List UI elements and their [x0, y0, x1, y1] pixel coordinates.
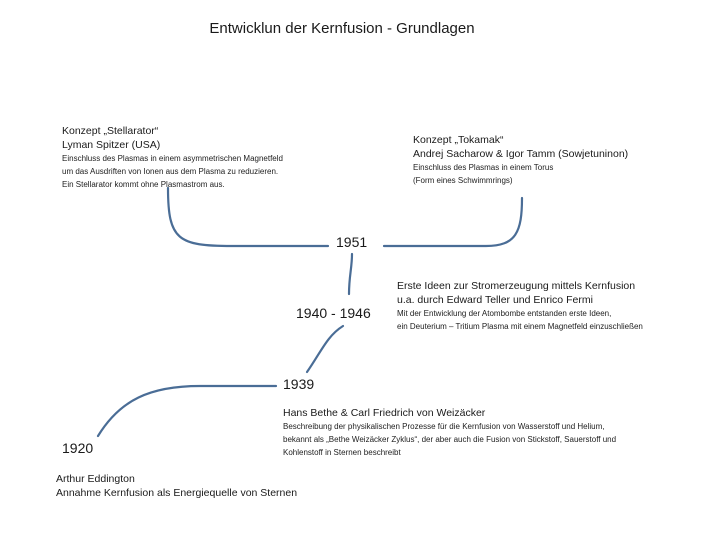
- connector-1939-1920: [98, 386, 276, 436]
- kernfusion-ideas-heading: Erste Ideen zur Stromerzeugung mittels Kernfusion: [397, 280, 636, 292]
- bethe-heading: Hans Bethe & Carl Friedrich von Weizäcker: [283, 407, 486, 419]
- tokamak-desc-2: (Form eines Schwimmrings): [413, 176, 513, 185]
- eddington-desc: Annahme Kernfusion als Energiequelle von Sternen: [56, 487, 298, 499]
- year-1920: 1920: [62, 440, 94, 456]
- year-1939: 1939: [283, 376, 315, 392]
- stellarator-desc-1: Einschluss des Plasmas in einem asymmetrischen Magnetfeld: [62, 154, 283, 163]
- year-1951: 1951: [336, 234, 368, 250]
- tokamak-inventors: Andrej Sacharow & Igor Tamm (Sowjetuninon): [413, 148, 629, 160]
- eddington-name: Arthur Eddington: [56, 473, 135, 485]
- kernfusion-ideas-desc-2: ein Deuterium – Tritium Plasma mit einem Magnetfeld einzuschließen: [397, 322, 643, 331]
- bethe-desc-3: Kohlenstoff in Sternen beschreibt: [283, 448, 401, 457]
- bethe-desc-1: Beschreibung der physikalischen Prozesse für die Kernfusion von Wasserstoff und Helium,: [283, 422, 605, 431]
- year-1940-1946: 1940 - 1946: [296, 305, 371, 321]
- stellarator-desc-3: Ein Stellarator kommt ohne Plasmastrom aus.: [62, 180, 225, 189]
- stellarator-desc-2: um das Ausdriften von Ionen aus dem Plasma zu reduzieren.: [62, 167, 279, 176]
- tokamak-concept: Konzept „Tokamak“: [413, 134, 504, 146]
- stellarator-inventor: Lyman Spitzer (USA): [62, 139, 161, 151]
- tokamak-desc-1: Einschluss des Plasmas in einem Torus: [413, 163, 554, 172]
- stellarator-concept: Konzept „Stellarator“: [62, 125, 159, 137]
- connector-tokamak-1951: [384, 198, 522, 246]
- page-title: Entwicklun der Kernfusion - Grundlagen: [209, 20, 475, 37]
- connector-stellarator-1951: [168, 188, 328, 246]
- connector-1951-1940: [349, 254, 352, 294]
- kernfusion-ideas-desc-1: Mit der Entwicklung der Atombombe entstanden erste Ideen,: [397, 309, 612, 318]
- bethe-desc-2: bekannt als „Bethe Weizäcker Zyklus“, der aber auch die Fusion von Stickstoff, Sauerstoff und: [283, 435, 617, 444]
- connector-1940-1939: [307, 326, 343, 372]
- kernfusion-ideas-people: u.a. durch Edward Teller und Enrico Fermi: [397, 294, 593, 306]
